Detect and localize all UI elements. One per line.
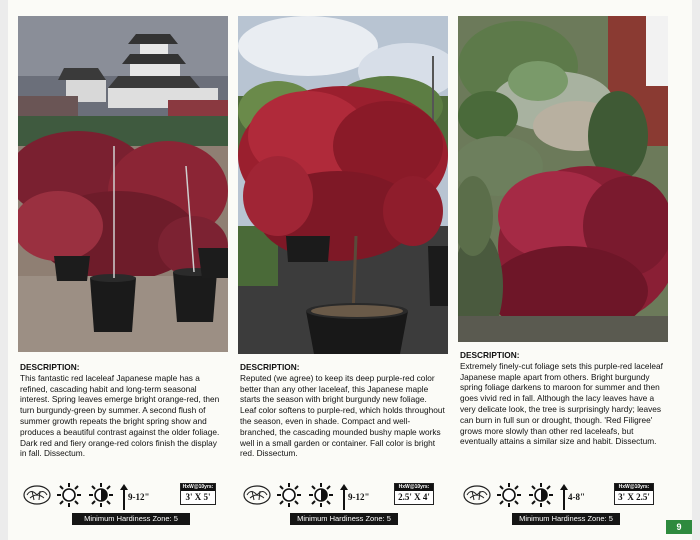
plant-photo-2 xyxy=(238,16,448,354)
partial-shade-icon xyxy=(528,482,554,508)
size-value: 3' X 2.5' xyxy=(618,492,650,502)
full-sun-icon xyxy=(496,482,522,508)
laceleaf-foliage-icon xyxy=(462,484,492,506)
laceleaf-foliage-icon xyxy=(22,484,52,506)
size-value: 3' X 5' xyxy=(185,492,211,502)
page-number: 9 xyxy=(666,520,692,534)
height-value: 4-8" xyxy=(568,492,585,502)
laceleaf-foliage-icon xyxy=(242,484,272,506)
full-sun-icon xyxy=(56,482,82,508)
size-label: HxW@10yrs: xyxy=(182,484,214,490)
description-heading: DESCRIPTION: xyxy=(20,362,80,372)
partial-shade-icon xyxy=(308,482,334,508)
height-indicator xyxy=(340,484,370,510)
height-value: 9-12" xyxy=(348,492,370,502)
size-box xyxy=(394,483,434,505)
description-heading: DESCRIPTION: xyxy=(240,362,300,372)
description-text: Reputed (we agree) to keep its deep purple-red color better than any other laceleaf, this Japanese maple starts the season with bright burgundy new foliage. Leaf color softens to purple-red, which holds throughout the season, even in shade. Compact and well-branched, the cascading mounded bushy maple works well in a small garden or container. Fall color is bright red. Dissectum. xyxy=(240,372,445,459)
description-heading: DESCRIPTION: xyxy=(460,350,520,360)
plant-column-2 xyxy=(238,0,448,530)
plant-photo-1 xyxy=(18,16,228,352)
size-box xyxy=(180,483,216,505)
height-arrow-icon xyxy=(340,484,348,510)
partial-shade-icon xyxy=(88,482,114,508)
hardiness-zone-badge: Minimum Hardiness Zone: 5 xyxy=(72,513,190,525)
size-label: HxW@10yrs: xyxy=(615,484,653,491)
plant-photo-3 xyxy=(458,16,668,342)
height-indicator xyxy=(560,484,585,510)
description-block-1 xyxy=(20,362,225,459)
size-value: 2.5' X 4' xyxy=(398,492,430,502)
size-label: HxW@10yrs: xyxy=(395,484,433,491)
full-sun-icon xyxy=(276,482,302,508)
height-indicator xyxy=(120,484,150,510)
plant-column-3 xyxy=(458,0,668,530)
hardiness-zone-badge: Minimum Hardiness Zone: 5 xyxy=(290,513,398,525)
height-arrow-icon xyxy=(560,484,568,510)
height-value: 9-12" xyxy=(128,492,150,502)
hardiness-zone-badge: Minimum Hardiness Zone: 5 xyxy=(512,513,620,525)
plant-column-1 xyxy=(18,0,228,530)
size-box xyxy=(614,483,654,505)
description-text: Extremely finely-cut foliage sets this purple-red laceleaf Japanese maple apart from others. Bright burgundy spring foliage darkens to maroon for summer and then goes vivid red in fall. Although the lacy leaves have a very delicate look, the tree is surprisingly hardy; leaves can burn in full sun or drought, though. 'Red Filigree' grows more slowly than other red laceleafs, but eventually attains a similar size and habit. Dissectum. xyxy=(460,360,663,447)
height-arrow-icon xyxy=(120,484,128,510)
description-text: This fantastic red laceleaf Japanese maple has a refined, cascading habit and long-term seasonal interest. Spring leaves emerge bright orange-red, then turn burgundy-green by summer. A second flush of summer growth repeats the bright spring show and produces a beautiful contrast against the older foliage. Dark red and fiery orange-red colors finish the display in fall. Dissectum. xyxy=(20,372,220,459)
description-block-3 xyxy=(460,350,665,447)
description-block-2 xyxy=(240,362,445,459)
catalog-page xyxy=(8,0,692,540)
